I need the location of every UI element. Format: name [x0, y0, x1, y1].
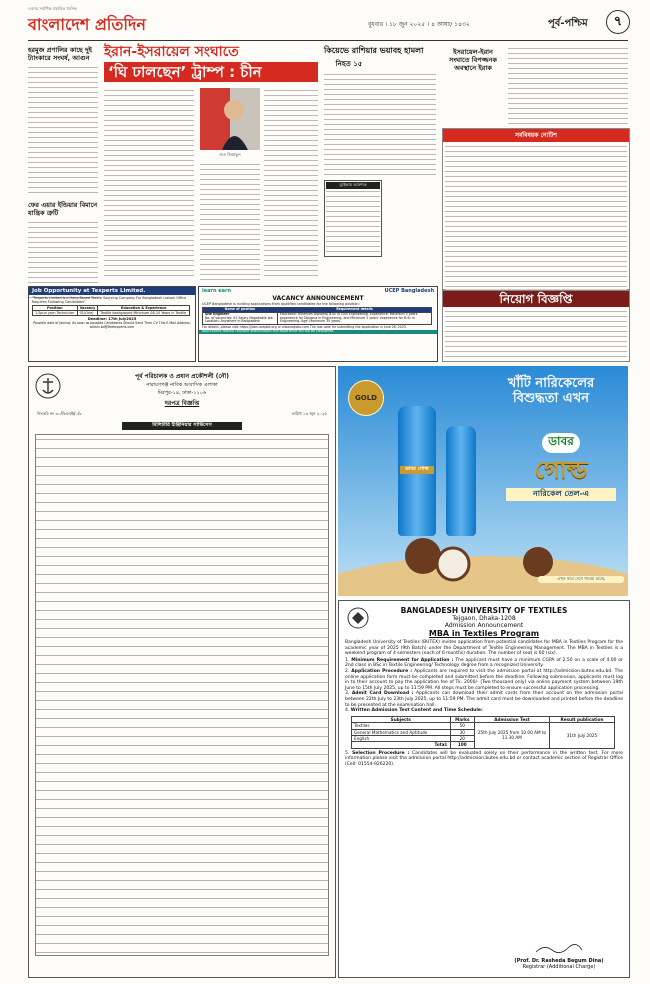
requirement-item: 1. Minimum Requirement for Application : The applicant must have a minimum CGPA of 2.50 on a scale of 4.00 or 2nd class in BSc in Textile Engineering/ Technology degree from a recognized University. [345, 657, 623, 669]
ucep-footer-note: Applications without requisite qualifications and experience will not be considered. [199, 330, 437, 334]
russia-story [324, 46, 436, 282]
recruitment-title: নিয়োগ বিজ্ঞপ্তি [443, 291, 629, 307]
main-story [104, 44, 318, 282]
tender-subtitle: মিলিটারি ইঞ্জিনিয়ার সার্ভিসেস [122, 422, 242, 430]
job-table [32, 305, 190, 316]
signature [499, 939, 619, 970]
table-cell: Textiles [352, 723, 451, 729]
oil-bottle [446, 426, 476, 536]
admit-card-item: 3. Admit Card Download : Applicants can download their admit cards from their account on the admission portal between 22th July to 23th July 2025, up to 11:59 PM. The admit card must be downloaded and printed before the deadline to be presented at the examination hall. [345, 691, 623, 708]
table-cell: Textile background Minimum 08-10 Years in Textile [98, 311, 190, 316]
navy-emblem [35, 373, 61, 399]
tender-table [35, 434, 329, 956]
university-name: BANGLADESH UNIVERSITY OF TEXTILES [400, 606, 568, 615]
table-header: Vacancy [77, 306, 98, 311]
ucep-footer: For details, please visit https://jobs.ucepbd.org or www.bdjobs.com The last date for submitting the application is June 28, 2025. [202, 325, 407, 330]
masthead-rule [28, 40, 628, 41]
recruitment-box [442, 290, 630, 362]
table-cell: 01(One) [77, 311, 98, 316]
story-body-left [104, 88, 194, 280]
ucep-logo[interactable]: UCEP Bangladesh [384, 288, 434, 294]
table-cell: Site Engineer No. of vacancies: 02 Salary Negotiable Job Location: Anywhere in Bangladesh [203, 312, 278, 324]
bottle-label: ডাবর গোল্ড [400, 466, 434, 474]
ucep-table [202, 307, 432, 325]
notice-title: সর্ববিষয়ক নোটিশ [443, 129, 629, 142]
tender-title: দরপত্র বিজ্ঞপ্তি [164, 400, 200, 407]
signer-title: Registrar (Additional Charge) [522, 964, 596, 970]
butex-ad [338, 600, 630, 978]
story-headline[interactable]: হরমুজ প্রণালির কাছে দুই ট্যাংকারে সংঘর্ষ, আগুন [28, 46, 92, 62]
story-body [324, 72, 436, 176]
page-number: ৭ [606, 10, 630, 34]
program-intro: Bangladesh University of Textiles (BUTEX) invites application from potential candidates for MBA in Textiles Program for the academic year of 2025 (9th Batch) under the Department of Textile Engineering Management. The MBA in Textiles is a weekend program of 4 semesters (each of 6 months) duration. The number of seat is 60 (six). [345, 640, 623, 657]
table-header: Requirement details [278, 308, 432, 313]
table-cell: 30 [450, 729, 474, 735]
tender-org: পূর্ব পরিচালক ও প্রধান প্রকৌশলী (নৌ) [135, 373, 229, 380]
classified-box [324, 180, 382, 257]
procedure-item: 2. Application Procedure : Applicants are required to visit the admission portal at http://admission.butex.edu.bd. The online application form must be completed and submitted before the deadline. Following submission, applicants must log in to their account to pay the application fee of Tk. 2000/- (Two thousand only) via online payment system between 19th June to 15th July 2025, up to 11:59 PM. All steps must be completed to ensure successful application processing. [345, 668, 623, 691]
table-cell: 31th July 2025 [550, 723, 615, 749]
product-name: গোল্ড [534, 456, 588, 484]
table-cell: 25th July 2025 from 10.00 AM to 11.30 AM [475, 723, 550, 749]
ucep-intro: UCEP Bangladesh is inviting applications from qualified candidates for the following position: [202, 302, 360, 306]
ad-footnote: এখন সারা দেশে পাওয়া যাচ্ছে [538, 576, 624, 583]
table-cell: 20 [450, 735, 474, 741]
job-ad-body: "Texperts Limited is a Hong Based Textile Sourcing Company For Bangladesh Liaison Office Requires Following Candidates" [32, 296, 187, 305]
story-headline[interactable]: ‘ঘি ঢালছেন’ ট্রাম্প : চীন [104, 62, 318, 82]
ucep-title: VACANCY ANNOUNCEMENT [272, 295, 364, 302]
table-cell: General Mathematics and Aptitude [352, 729, 451, 735]
job-ad-title[interactable]: Job Opportunity at Texperts Limited. [29, 287, 195, 295]
tender-address: নারায়ণগঞ্জ নাবিক আবাসিক এলাকা [146, 382, 218, 388]
iraq-story [442, 46, 628, 126]
table-header: Result publication [550, 716, 615, 722]
tender-notice [28, 366, 336, 978]
job-deadline: Deadline: 17th July2025 [87, 317, 137, 322]
table-header: Subjects [352, 716, 451, 722]
section-label: পূর্ব-পশ্চিম [548, 18, 588, 29]
table-header: Name of position [203, 308, 278, 313]
ucep-slogan: learn earn [202, 288, 232, 294]
table-cell: 100 [450, 742, 474, 748]
tender-date: তারিখ ১৩ জুন ২০২৫ [291, 411, 327, 416]
gold-ad [338, 366, 628, 596]
ad-headline: খাঁটি নারিকেলের বিশুদ্ধতা এখন [507, 376, 595, 406]
story-body [508, 46, 628, 124]
classified-title: ড্রাইভার আবশ্যক [326, 182, 380, 189]
newspaper-logo[interactable]: বাংলাদেশ প্রতিদিন [28, 15, 146, 34]
story-subhead: নিহত ১৫ [335, 60, 363, 68]
story-body-mid [200, 162, 260, 280]
story-headline[interactable]: কিয়েভে রাশিয়ার ভয়াবহ হামলা [324, 46, 424, 55]
newspaper-tagline: দেশের সর্বাধিক প্রচারিত দৈনিক [28, 6, 77, 11]
table-cell: Total: [352, 742, 451, 748]
story-kicker[interactable]: ইরান-ইসরায়েল সংঘাতে [104, 44, 239, 60]
gold-badge: GOLD [348, 380, 384, 416]
butex-logo [347, 607, 369, 629]
table-header: Position [33, 306, 78, 311]
job-ad-footer: Possible date of joining: As soon as possible Candidates Should Send Their CV This E-Mail Address: admin.bd@thetexperts.com [33, 321, 191, 330]
selection-item: 5. Selection Procedure : Candidates will be evaluated solely on their performance in the written test. For more information please visit the admission portal http://admission.butex.edu.bd or contact academic section of Registrar Office (Cell: 01554-926220). [345, 750, 623, 767]
issue-date: বুধবার । ১৮ জুন ২০২৫ । ৪ আষাঢ় ১৪৩২ [368, 21, 470, 28]
tender-address: মিরপুর-১৪, ঢাকা-১২০৬ [157, 390, 207, 396]
table-cell: Education: Minimum Diploma/ B.Sc in Civil Engineering. Experience: Minimum 5 years experience for Diploma in Engineering, and Minimum 2 years' experience for B.Sc in Engineering. Age: Maximum 35 years. [278, 312, 432, 324]
table-header: Education & Experience [98, 306, 190, 311]
spokesperson-photo [200, 88, 260, 150]
job-ad [28, 286, 196, 362]
schedule-table [351, 716, 615, 749]
story-headline[interactable]: ফের এয়ার ইন্ডিয়ার বিমানে যান্ত্রিক ত্রুটি [28, 201, 98, 217]
brand-logo[interactable]: ডাবর [506, 430, 616, 453]
signer-name: (Prof. Dr. Rasheda Begum Dina) [514, 958, 604, 964]
ucep-ad [198, 286, 438, 362]
signature-mark [534, 944, 584, 954]
story-headline[interactable]: ইসরায়েল-ইরান সংঘাতে বিপজ্জনক অবস্থানে ইরাক [449, 48, 497, 72]
table-header: Admission Test [475, 716, 550, 722]
photo-caption: গুও জিয়াকুন [219, 152, 241, 157]
story-body-right [264, 88, 318, 280]
university-address: Tejgaon, Dhaka-1208 [452, 615, 516, 622]
notice-box [442, 128, 630, 290]
program-title: MBA in Textiles Program [428, 629, 540, 638]
table-cell: English [352, 735, 451, 741]
masthead [28, 8, 628, 42]
notice-type: Admission Announcement [444, 622, 524, 629]
table-cell: 50 [450, 723, 474, 729]
story-body [28, 65, 98, 197]
product-sub: নারিকেল তেল-এ [506, 488, 616, 501]
tender-ref: নিংতবি নং ৩০/বিএন/ই/০/৮ [37, 411, 82, 416]
table-header: Marks [450, 716, 474, 722]
schedule-item: 4. Written Admission Test Content and Time Schedule: [345, 708, 483, 714]
table-cell: 1.Spun yarn Technician [33, 311, 78, 316]
